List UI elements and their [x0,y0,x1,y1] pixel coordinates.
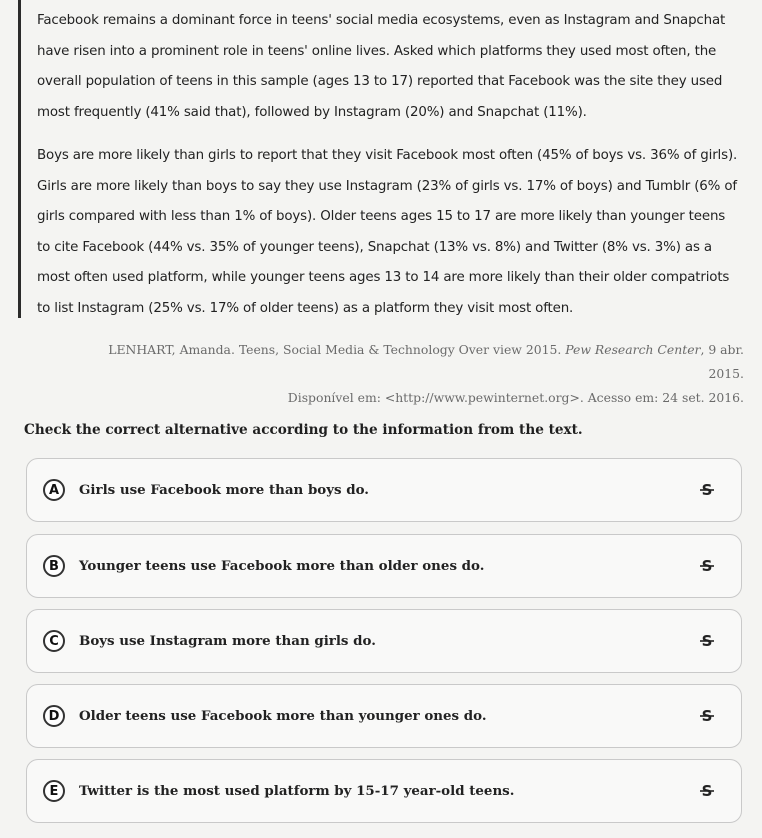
option-a[interactable] [26,458,742,522]
option-text: Younger teens use Facebook more than older ones do. [79,558,485,574]
option-letter-badge: A [43,479,65,501]
citation-suffix: , 9 abr. 2015. [700,342,744,381]
option-letter-badge: C [43,630,65,652]
citation-prefix: LENHART, Amanda. Teens, Social Media & Technology Over view 2015. [108,342,566,357]
option-letter-badge: B [43,555,65,577]
passage-paragraph-1: Facebook remains a dominant force in teens' social media ecosystems, even as Instagram and Snapchat have risen into a prominent role in teens' online lives. Asked which platforms they used most often, the overall population of teens in this sample (ages 13 to 17) reported that Facebook was the site they used most frequently (41% said that), followed by Instagram (20%) and Snapchat (11%). [37,13,726,120]
reading-passage [18,0,746,318]
option-c[interactable] [26,609,742,673]
svg-text:S: S [701,632,713,650]
option-b[interactable] [26,534,742,598]
citation-line-2: Disponível em: <http://www.pewinternet.org>. Acesso em: 24 set. 2016. [287,390,744,405]
strikethrough-s-icon[interactable] [699,481,715,499]
svg-text:S: S [701,707,713,725]
citation-line-1 [104,338,744,386]
svg-text:S: S [701,557,713,575]
strikethrough-s-icon[interactable] [699,707,715,725]
svg-text:S: S [701,481,713,499]
strikethrough-s-icon[interactable] [699,557,715,575]
strikethrough-s-icon[interactable] [699,632,715,650]
option-text: Twitter is the most used platform by 15-17 year-old teens. [79,783,515,799]
option-letter-badge: D [43,705,65,727]
option-d[interactable] [26,684,742,748]
strikethrough-s-icon[interactable] [699,782,715,800]
option-text: Boys use Instagram more than girls do. [79,633,376,649]
option-letter-badge: E [43,780,65,802]
option-text: Older teens use Facebook more than younger ones do. [79,708,487,724]
passage-paragraph-2: Boys are more likely than girls to report that they visit Facebook most often (45% of boys vs. 36% of girls). Girls are more likely than boys to say they use Instagram (23% of girls vs. 17% of boys) and Tumblr (6% of girls compared with less than 1% of boys). Older teens ages 15 to 17 are more likely than younger teens to cite Facebook (44% vs. 35% of younger teens), Snapchat (13% vs. 8%) and Twitter (8% vs. 3%) as a most often used platform, while younger teens ages 13 to 14 are more likely than their older compatriots to list Instagram (25% vs. 17% of older teens) as a platform they visit most often. [37,148,738,316]
svg-text:S: S [701,782,713,800]
citation [104,338,744,410]
question-prompt: Check the correct alternative according to the information from the text. [24,422,583,438]
option-e[interactable] [26,759,742,823]
option-text: Girls use Facebook more than boys do. [79,482,369,498]
citation-source: Pew Research Center [565,342,701,357]
